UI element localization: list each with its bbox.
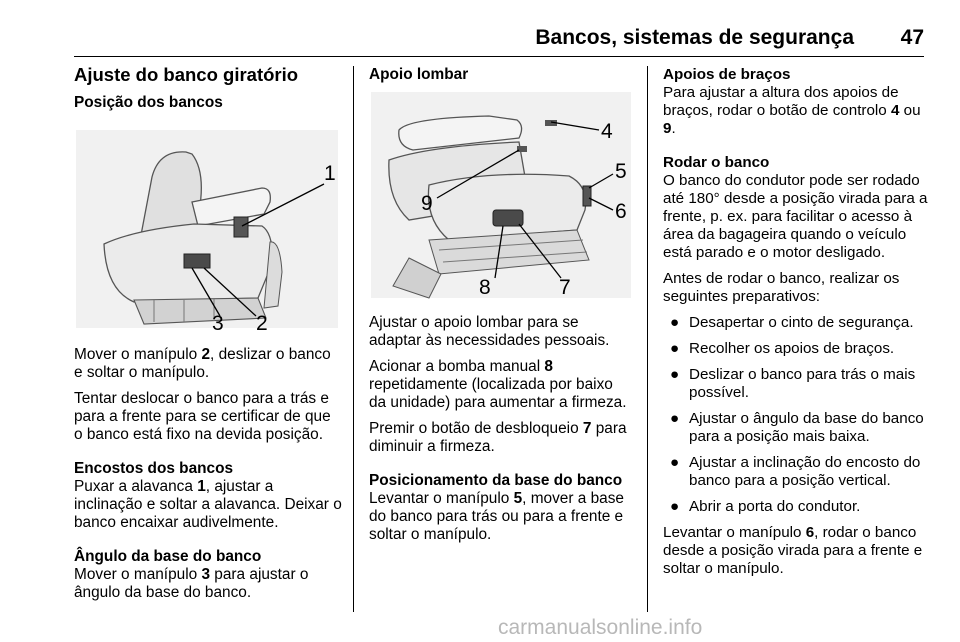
paragraph: Acionar a bomba manual 8 repetidamente (localizada por baixo da unidade) para aumentar a firmeza. (369, 358, 627, 411)
column-divider (647, 66, 648, 612)
paragraph: Levantar o manípulo 5, mover a base do banco para trás ou para a frente e soltar o manípulo. (369, 490, 624, 543)
subheading-cushion-angle: Ângulo da base do banco (74, 548, 262, 565)
subheading-armrests: Apoios de braços (663, 66, 791, 83)
callout-9: 9 (421, 192, 433, 215)
paragraph: O banco do condutor pode ser rodado até 180° desde a posição virada para a frente, p. ex. para facilitar o acesso à área da bagageira quando o veículo está parado e o motor desligado. (663, 172, 928, 261)
callout-7: 7 (559, 276, 571, 299)
list-item: ● Recolher os apoios de braços. (670, 340, 895, 357)
list-item: ● Ajustar o ângulo da base do banco para a posição mais baixa. (670, 410, 924, 445)
column-2 (369, 66, 633, 544)
callout-4: 4 (601, 120, 613, 143)
column-3 (663, 66, 931, 578)
paragraph: Puxar a alavanca 1, ajustar a inclinação e soltar a alavanca. Deixar o banco encaixar audivelmente. (74, 478, 342, 531)
paragraph: Levantar o manípulo 6, rodar o banco desde a posição virada para a frente e soltar o manípulo. (663, 524, 923, 577)
list-item: ● Ajustar a inclinação do encosto do banco para a posição vertical. (670, 454, 921, 489)
callout-1: 1 (324, 162, 336, 185)
callout-8: 8 (479, 276, 491, 299)
subheading-base-position: Posicionamento da base do banco (369, 472, 623, 489)
lumbar-support-figure (369, 90, 633, 300)
paragraph: Premir o botão de desbloqueio 7 para diminuir a firmeza. (369, 420, 627, 455)
callout-3: 3 (212, 312, 224, 334)
paragraph: Mover o manípulo 2, deslizar o banco e soltar o manípulo. (74, 346, 331, 381)
page-number: 47 (900, 26, 924, 49)
subheading-rotate-seat: Rodar o banco (663, 154, 770, 171)
paragraph: Antes de rodar o banco, realizar os seguintes preparativos: (663, 270, 900, 305)
seat-position-figure (74, 122, 340, 334)
list-item: ● Deslizar o banco para trás o mais possível. (670, 366, 916, 401)
paragraph: Mover o manípulo 3 para ajustar o ângulo da base do banco. (74, 566, 309, 601)
paragraph: Para ajustar a altura dos apoios de braços, rodar o botão de controlo 4 ou 9. (663, 84, 921, 137)
page-header (74, 26, 924, 56)
subheading-seat-position: Posição dos bancos (74, 94, 223, 111)
subheading-lumbar: Apoio lombar (369, 66, 469, 83)
header-rule (74, 56, 924, 57)
column-divider (353, 66, 354, 612)
callout-2: 2 (256, 312, 268, 334)
preparation-list (663, 314, 931, 516)
section-heading: Ajuste do banco giratório (74, 64, 299, 85)
paragraph: Tentar deslocar o banco para a trás e para a frente para se certificar de que o banco está fixo na devida posição. (74, 390, 331, 443)
column-1 (74, 66, 342, 602)
callout-5: 5 (615, 160, 627, 183)
callout-6: 6 (615, 200, 627, 223)
list-item: ● Desapertar o cinto de segurança. (670, 314, 914, 331)
list-item: ● Abrir a porta do condutor. (670, 498, 861, 515)
subheading-backrest: Encostos dos bancos (74, 460, 234, 477)
section-title: Bancos, sistemas de segurança (535, 26, 854, 49)
paragraph: Ajustar o apoio lombar para se adaptar às necessidades pessoais. (369, 314, 610, 349)
watermark: carmanualsonline.info (498, 616, 703, 639)
